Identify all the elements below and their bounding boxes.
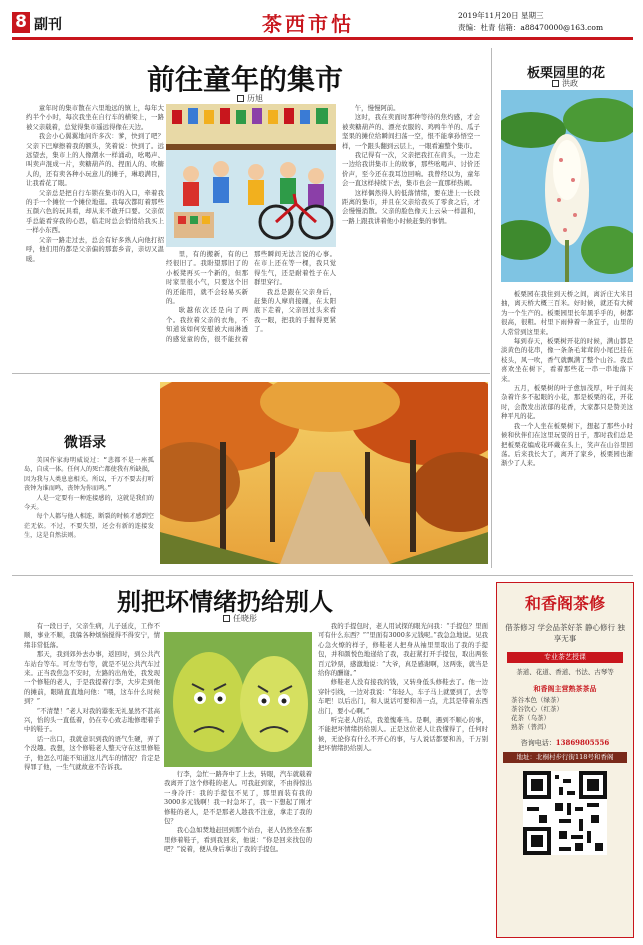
qr-code — [523, 771, 607, 855]
ad-block2-title: 和香阁主营熟茶茶品 — [533, 684, 597, 693]
essay-body: 美国作家海明威说过：“悲都不是一座孤岛，自成一体。任何人的死亡都使我有所缺损，因为我与人类息息相关。所以，千万不要去打听丧钟为谁而鸣，丧钟为你而鸣。” 人是一定要有一种连接感的，这就是我们的今天。 每个人都与他人相连，断裂的时候才感到空茫无依。不过，不要失望，还会有新的连接发生，这是自然法则。 — [24, 457, 154, 540]
market-illustration — [166, 104, 336, 247]
ad-subtitle: 专业茶艺授课 — [507, 652, 623, 663]
article3-title: 别把坏情绪扔给别人 — [117, 588, 333, 616]
article3-col2: 行李，急忙一路奔中了上去，转眼，汽车就载着我离开了这个修鞋的老人。可我赶到家，不由得惊出一身冷汗：我的手提包不见了，那里面装有我的3000多元钱啊！我一时急坏了，我一下想起了刚才修鞋的老人，是不是那老人趁我不注意，拿走了我的包？ 我心急如焚地赶回到那个站台，老人仍然坐在那里修着鞋子，看到我回来，他说：“你是回来找包的吧？”说着，便从身后拿出了我的手提包。 — [164, 770, 312, 854]
article1-col3: 午，慢慢阿前。 这时，我在卖面时那种等待的焦灼感，才会被卖糖葫芦的、漂亮衣服的、鸡鸭牛羊的、瓜子坚果的摊位给瞬间扫荡一空，恨不能拿孙悟空一样，一个跟头翻到云层上，一眼看遍整个集市。 我记得有一次，父亲把我扛在肩头，一边走一边给我讲集市上的故事，那些吆喝声、讨价还价声，至今还在我耳边回响。我曾经以为，童年会一直这样持续下去，集市也会一直那样热闹。 这样偶然得人的低落情绪，要在进上一长段距离的集市，并且在父亲给我买了零食之后，才会慢慢消散。父亲的脸色像天上云朵一样温和，一路上跟我讲着他小时候赶集的事情。 — [342, 104, 480, 225]
article2-author: 洪政 — [520, 78, 610, 89]
ad-services: 茶道、花道、香道、书法、古琴等 — [516, 668, 614, 676]
date-line: 2019年11月20日 星期三 — [458, 11, 544, 20]
autumn-road-photo — [160, 382, 488, 564]
ad-slogan: 借茶修习 学会品茶好茶 静心修行 独享无事 — [505, 623, 625, 643]
masthead: 茶西市怙 — [262, 12, 354, 36]
column-divider — [491, 48, 492, 568]
ad-item: 熟茶（普洱） — [511, 723, 550, 731]
tea-ad — [496, 582, 634, 938]
ad-address: 地址：北桐村步行街118号和香阁 — [503, 752, 627, 763]
editor-line: 责编：杜青 信箱：a88470000@163.com — [458, 23, 604, 32]
article2-title: 板栗园里的花 — [526, 66, 605, 81]
header-rule — [12, 37, 633, 40]
article3-author: 任晓彤 — [200, 613, 280, 624]
section-rule-2 — [12, 575, 633, 576]
page-number-box: 8 — [12, 12, 30, 33]
section-label: 副刊 — [34, 17, 62, 33]
ad-title: 和香阁茶修 — [524, 594, 605, 613]
ad-phone: 咨询电话：13869805556 — [520, 738, 610, 747]
essay-title: 微语录 — [64, 435, 106, 451]
article1-title: 前往童年的集市 — [146, 63, 343, 96]
ad-item: 茶谷饮心（红茶） — [511, 705, 563, 713]
article3-col1: 有一段日子，父亲生病，儿子延皮，工作不顺，事业不顺，我躲各种烦恼搅得不得安宁，情绪非常低落。 那天，我到郊外去办事，返回时，到公共汽车站台等车。可左等右等，就是不见公共汽车过来。正当我焦急不安时，左路的出角处，我发现一个修鞋的老人，于是我提着行李，大步走到他的摊前，眼睛直直地问他：“喂，这车什么时候到？” “不清楚！”老人对我的嚣张无礼显然不甚高兴，怡的头一直低着，仍在专心致志地修理着手中的鞋子。 话一出口，我就意识到我的语气生硬，弄了个没趣。我想，这个修鞋老人整天守在这里修鞋子，他怎么可能不知道这儿汽车的情况？肯定是得罪了他，一生气就故意不告诉我。 — [24, 622, 160, 772]
article2-body: 板栗园在我住到天桥之间，离沂庄大米目抽，离天桥大概三百米。好时候，就还有大树为一个生产的。板栗园里长年黑乎乎的，树都很高，很粗。村里下雨伸着一条宜子，山里的人常常到这里来。 每到春天，板栗树开花的时候，满山都是淡黄色的花串，像一条条毛茸茸的小尾巴挂在枝头，风一吹，香气就飘满了整个山谷。我总喜欢坐在树下，看着那些花一串一串地落下来。 五月，板栗树的叶子愈加茂厚，叶子间夹杂着许多不起眼的小花，那是板栗的花，开花时，会散发出浓郁的花香，大家都只是赞美这种平凡的花。 我一个人坐在板栗树下，想起了那些小时候和伙伴们在这里玩耍的日子，那时我们总是把板栗花编成花环戴在头上，笑声在山谷里回荡。后来我长大了，离开了家乡，板栗园也渐渐少了人来。 — [501, 290, 633, 468]
section-rule — [12, 373, 490, 374]
ad-item: 茶谷本色（绿茶） — [511, 696, 563, 704]
article3-col3: 我的手提包时，老人用试探的眼光问我：“手提包？里面可有什么东西？”“里面有3000多元钱呢。”我急急地说。见我心急火燎的样子，修鞋老人把身从袖里里取出了我的手提包，并和颜悦色地递给了我，我赶紧打开手提包，取出两张百元钞票，感激地说：“大爷，真是感谢啊，这两张，就当是给你的酬谢。” 修鞋老人没有接我的钱，又转身低头修鞋去了。他一边穿针引线，一边对我说：“年轻人，车子马上就要到了，去等车吧！以后出门，和人说话可要和善一点，尤其是带着东西出门，要小心啊。” 听完老人的话，我羞愧难当。是啊，遇到不顺心的事，不能把坏情绪扔给别人。正是这位老人让我懂得了，任何时候，无论你有什么不开心的事，与人说话都要和善，千万别把坏情绪扔给别人。 — [318, 622, 488, 753]
chestnut-flower-photo — [501, 90, 633, 282]
article1-author: 历旭 — [200, 93, 300, 104]
article1-col1: 童年时的集市散在六里地远的镇上，每年大约半个小时，每次我坐在自行车的横梁上，一路被父亲载着，总觉得集市遥远得像在天边。 我会小心翼翼地问许多次：爹，快到了吧？父亲下巴摩擦着我的额头，笑着说：快到了。远远望去，集市上的人像潮水一样涌动，吆喝声、叫卖声混成一片，卖糖葫芦的、捏面人的、吹糖人的，还有卖各种小玩意儿的摊子，琳琅满目，让我看花了眼。 父亲总是把自行车锁在集市的入口，牵着我的手一个摊位一个摊位地逛。我每次都盯着那些五颜六色的玩具看，却从来不敢开口要。父亲似乎总能看穿我的心思，临走时总会悄悄给我买上一样小东西。 父亲一路走过去，总会有好多熟人向他打招呼，他们用的都是父亲偏的那套乡音，亲切又温暖。 — [26, 104, 164, 263]
article1-col2: 里，有的搬新，有的已经很旧了。我盼望那旧了的小板凳再买一个新的，但那时家里很小气，只要这个旧的还能用，就不会轻易买新的。 耿越依次还是向了两个。我拉着父亲的衣角，不知道该如何安慰被大雨淋透的感觉童的伤，很不能拉着那些瞬间无法言说的心事。在市上还在等一棵，我只觉得生气，还是耐着性子在人群里穿行。 我总是跟在父亲身后，赶集的人摩肩接踵，在太阳底下走着，父亲回过头来看我一眼，把我的手握得更紧了。 — [166, 250, 336, 343]
angry-faces-illustration — [164, 632, 312, 767]
ad-item: 花茶（乌茶） — [511, 714, 550, 722]
